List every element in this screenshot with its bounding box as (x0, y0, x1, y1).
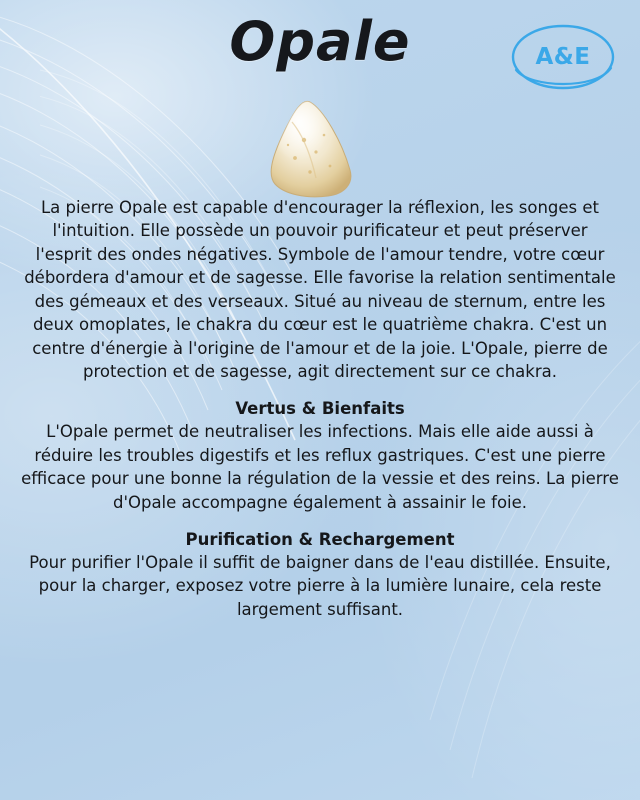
section-body-vertus: L'Opale permet de neutraliser les infections. Mais elle aide aussi à réduire les troubles digestifs et les reflux gastriques. C'est une pierre efficace pour une bonne la régulation de la vessie et des reins. La pierre d'Opale accompagne également à assainir le foie. (21, 422, 619, 512)
intro-paragraph: La pierre Opale est capable d'encourager la réflexion, les songes et l'intuition. Elle possède un pouvoir purificateur et peut préserver l'esprit des ondes négatives. Symbole de l'amour tendre, votre cœur débordera d'amour et de sagesse. Elle favorise la relation sentimentale des gémeaux et des verseaux. Situé au niveau de sternum, entre les deux omoplates, le chakra du cœur est le quatrième chakra. C'est un centre d'énergie à l'origine de l'amour et de la joie. L'Opale, pierre de protection et de sagesse, agit directement sur ce chakra. (24, 198, 616, 381)
logo (508, 18, 618, 96)
section-heading-vertus: Vertus & Bienfaits (235, 399, 405, 419)
document-body (0, 196, 640, 623)
page-title: Opale (229, 10, 411, 73)
logo-text: A&E (535, 44, 591, 70)
section-body-purification: Pour purifier l'Opale il suffit de baigner dans de l'eau distillée. Ensuite, pour la charger, exposez votre pierre à la lumière lunaire, cela reste largement suffisant. (29, 553, 611, 619)
section-heading-purification: Purification & Rechargement (185, 530, 455, 550)
opal-stone-photo (258, 100, 370, 200)
